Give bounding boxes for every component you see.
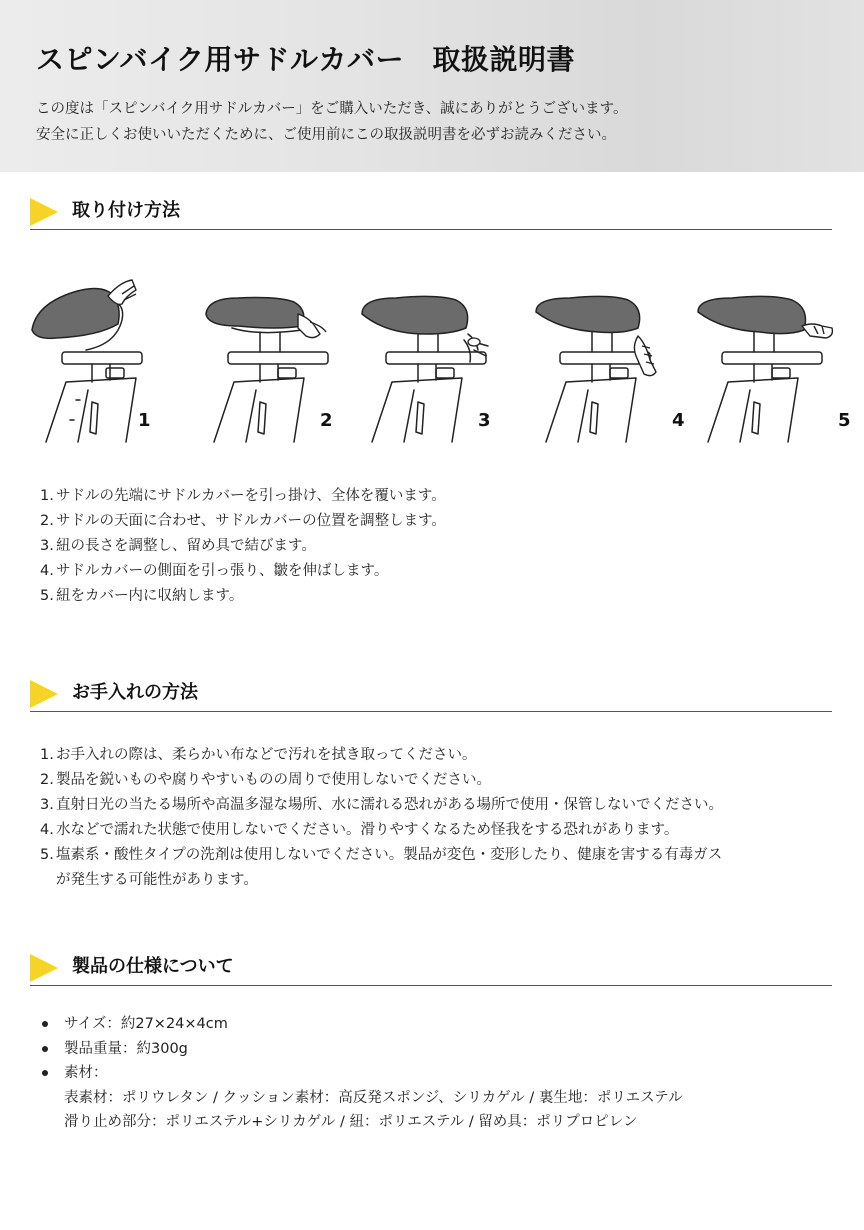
list-item: 3. 紐の長さを調整し、留め具で結びます。 [40, 538, 316, 554]
page-title: スピンバイク用サドルカバー 取扱説明書 [36, 43, 575, 76]
section-care-heading [30, 674, 832, 712]
install-illustrations [26, 270, 851, 450]
install-step-3 [356, 270, 516, 450]
triangle-marker-icon [30, 198, 58, 226]
section-spec-heading [30, 948, 832, 986]
triangle-marker-icon [30, 954, 58, 982]
list-item: 1. お手入れの際は、柔らかい布などで汚れを拭き取ってください。 [40, 747, 477, 763]
list-item: 5. 塩素系・酸性タイプの洗剤は使用しないでください。製品が変色・変形したり、健康を害する有毒ガス が発生する可能性があります。 [40, 847, 723, 888]
section-care-title: お手入れの方法 [72, 682, 198, 703]
install-step-4 [530, 270, 690, 450]
list-item: 3. 直射日光の当たる場所や高温多湿な場所、水に濡れる恐れがある場所で使用・保管しないでください。 [40, 797, 723, 813]
step-number-1: 1 [138, 410, 151, 431]
section-spec-title: 製品の仕様について [72, 956, 234, 977]
list-item: 1. サドルの先端にサドルカバーを引っ掛け、全体を覆います。 [40, 488, 446, 504]
step-number-4: 4 [672, 410, 685, 431]
step-number-3: 3 [478, 410, 491, 431]
saddle-step-3-icon [356, 270, 516, 450]
section-install-heading [30, 192, 832, 230]
spec-list [40, 1012, 683, 1135]
section-install-title: 取り付け方法 [72, 200, 180, 221]
care-instructions-list [40, 743, 723, 893]
spec-material: 素材： [40, 1061, 683, 1086]
bullet-icon [42, 1046, 48, 1052]
saddle-step-1-icon [26, 270, 186, 450]
install-instructions-list [40, 484, 446, 609]
list-item: 2. 製品を鋭いものや腐りやすいものの周りで使用しないでください。 [40, 772, 491, 788]
bullet-icon [42, 1021, 48, 1027]
spec-material-line-2: 滑り止め部分：ポリエステル+シリカゲル / 紐：ポリエステル / 留め具：ポリプロピレン [64, 1114, 638, 1130]
saddle-step-2-icon [198, 270, 358, 450]
spec-material-line-1: 表素材：ポリウレタン / クッション素材：高反発スポンジ、シリカゲル / 裏生地：ポリエステル [64, 1089, 683, 1106]
header-banner [0, 0, 864, 172]
intro-line-1: この度は「スピンバイク用サドルカバー」をご購入いただき、誠にありがとうございます。 [36, 101, 628, 117]
step-number-5: 5 [838, 410, 851, 431]
saddle-step-5-icon [692, 270, 852, 450]
intro-line-2: 安全に正しくお使いいただくために、ご使用前にこの取扱説明書を必ずお読みください。 [36, 127, 616, 143]
install-step-2 [198, 270, 358, 450]
list-item: 5. 紐をカバー内に収納します。 [40, 588, 244, 604]
triangle-marker-icon [30, 680, 58, 708]
intro-text [36, 96, 627, 148]
step-number-2: 2 [320, 410, 333, 431]
saddle-step-4-icon [530, 270, 690, 450]
bullet-icon [42, 1070, 48, 1076]
list-item: 2. サドルの天面に合わせ、サドルカバーの位置を調整します。 [40, 513, 446, 529]
spec-weight: 製品重量：約300g [40, 1037, 683, 1062]
list-item: 4. サドルカバーの側面を引っ張り、皺を伸ばします。 [40, 563, 389, 579]
list-item: 4. 水などで濡れた状態で使用しないでください。滑りやすくなるため怪我をする恐れがあります。 [40, 822, 679, 838]
spec-size: サイズ：約27×24×4cm [40, 1012, 683, 1037]
install-step-5 [692, 270, 852, 450]
install-step-1 [26, 270, 186, 450]
